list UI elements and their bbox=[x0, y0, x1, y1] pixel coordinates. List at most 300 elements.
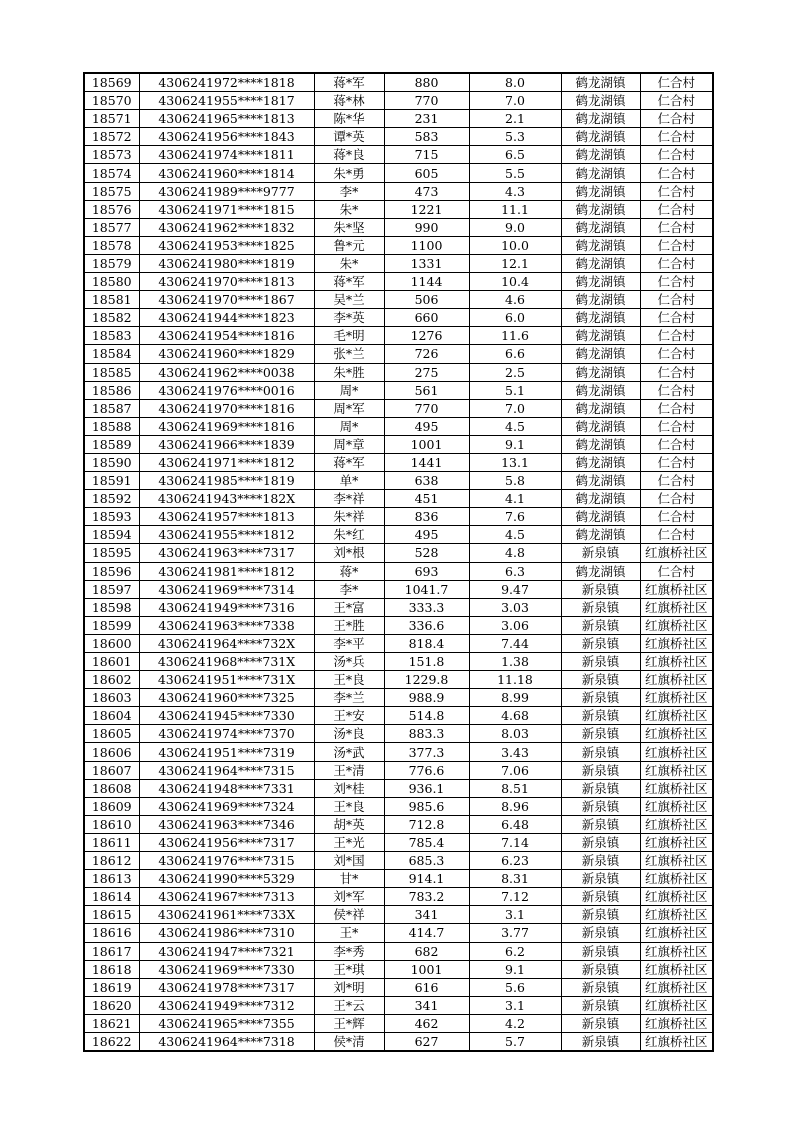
cell-row-number: 18574 bbox=[84, 164, 139, 182]
cell-row-number: 18598 bbox=[84, 598, 139, 616]
table-row bbox=[84, 562, 713, 580]
cell-amount: 333.3 bbox=[384, 598, 469, 616]
cell-id-number: 4306241970****1813 bbox=[139, 273, 314, 291]
cell-amount: 776.6 bbox=[384, 761, 469, 779]
cell-row-number: 18607 bbox=[84, 761, 139, 779]
cell-village: 红旗桥社区 bbox=[640, 797, 713, 815]
table-row bbox=[84, 291, 713, 309]
cell-id-number: 4306241948****7331 bbox=[139, 779, 314, 797]
cell-row-number: 18572 bbox=[84, 128, 139, 146]
cell-id-number: 4306241955****1812 bbox=[139, 526, 314, 544]
cell-name: 周* bbox=[314, 417, 384, 435]
cell-id-number: 4306241964****7318 bbox=[139, 1032, 314, 1051]
cell-name: 王*辉 bbox=[314, 1014, 384, 1032]
table-row bbox=[84, 924, 713, 942]
cell-row-number: 18586 bbox=[84, 381, 139, 399]
cell-amount: 726 bbox=[384, 345, 469, 363]
cell-village: 仁合村 bbox=[640, 381, 713, 399]
cell-id-number: 4306241974****1811 bbox=[139, 146, 314, 164]
cell-amount: 414.7 bbox=[384, 924, 469, 942]
cell-town: 新泉镇 bbox=[561, 743, 640, 761]
cell-area: 6.0 bbox=[469, 309, 561, 327]
cell-row-number: 18620 bbox=[84, 996, 139, 1014]
cell-town: 鹤龙湖镇 bbox=[561, 73, 640, 92]
cell-row-number: 18614 bbox=[84, 888, 139, 906]
cell-town: 新泉镇 bbox=[561, 671, 640, 689]
cell-amount: 528 bbox=[384, 544, 469, 562]
table-row bbox=[84, 508, 713, 526]
cell-village: 仁合村 bbox=[640, 92, 713, 110]
cell-area: 2.5 bbox=[469, 363, 561, 381]
cell-row-number: 18606 bbox=[84, 743, 139, 761]
cell-name: 刘*军 bbox=[314, 888, 384, 906]
cell-town: 鹤龙湖镇 bbox=[561, 508, 640, 526]
table-row bbox=[84, 1014, 713, 1032]
cell-village: 仁合村 bbox=[640, 309, 713, 327]
table-row bbox=[84, 671, 713, 689]
cell-amount: 473 bbox=[384, 182, 469, 200]
cell-area: 8.0 bbox=[469, 73, 561, 92]
cell-area: 5.8 bbox=[469, 472, 561, 490]
cell-village: 红旗桥社区 bbox=[640, 960, 713, 978]
cell-area: 8.96 bbox=[469, 797, 561, 815]
cell-area: 11.6 bbox=[469, 327, 561, 345]
cell-town: 新泉镇 bbox=[561, 996, 640, 1014]
cell-id-number: 4306241947****7321 bbox=[139, 942, 314, 960]
cell-village: 红旗桥社区 bbox=[640, 996, 713, 1014]
cell-area: 8.99 bbox=[469, 689, 561, 707]
cell-name: 朱*祥 bbox=[314, 508, 384, 526]
cell-amount: 495 bbox=[384, 417, 469, 435]
cell-amount: 1276 bbox=[384, 327, 469, 345]
table-row bbox=[84, 526, 713, 544]
cell-area: 9.1 bbox=[469, 435, 561, 453]
cell-row-number: 18617 bbox=[84, 942, 139, 960]
cell-id-number: 4306241967****7313 bbox=[139, 888, 314, 906]
cell-town: 鹤龙湖镇 bbox=[561, 200, 640, 218]
cell-amount: 1001 bbox=[384, 960, 469, 978]
cell-area: 12.1 bbox=[469, 254, 561, 272]
cell-area: 3.03 bbox=[469, 598, 561, 616]
cell-row-number: 18570 bbox=[84, 92, 139, 110]
cell-village: 仁合村 bbox=[640, 73, 713, 92]
cell-town: 新泉镇 bbox=[561, 779, 640, 797]
cell-area: 7.0 bbox=[469, 92, 561, 110]
cell-area: 6.6 bbox=[469, 345, 561, 363]
cell-area: 7.0 bbox=[469, 399, 561, 417]
cell-village: 红旗桥社区 bbox=[640, 815, 713, 833]
cell-town: 鹤龙湖镇 bbox=[561, 381, 640, 399]
cell-town: 鹤龙湖镇 bbox=[561, 309, 640, 327]
cell-amount: 785.4 bbox=[384, 833, 469, 851]
cell-name: 蒋*军 bbox=[314, 453, 384, 471]
cell-amount: 1441 bbox=[384, 453, 469, 471]
cell-amount: 1041.7 bbox=[384, 580, 469, 598]
cell-amount: 506 bbox=[384, 291, 469, 309]
table-row bbox=[84, 490, 713, 508]
cell-amount: 462 bbox=[384, 1014, 469, 1032]
cell-row-number: 18596 bbox=[84, 562, 139, 580]
cell-town: 鹤龙湖镇 bbox=[561, 526, 640, 544]
cell-area: 4.2 bbox=[469, 1014, 561, 1032]
cell-amount: 231 bbox=[384, 110, 469, 128]
cell-name: 汤*兵 bbox=[314, 653, 384, 671]
cell-row-number: 18602 bbox=[84, 671, 139, 689]
cell-amount: 880 bbox=[384, 73, 469, 92]
cell-row-number: 18591 bbox=[84, 472, 139, 490]
cell-area: 6.3 bbox=[469, 562, 561, 580]
table-row bbox=[84, 417, 713, 435]
cell-name: 蒋*良 bbox=[314, 146, 384, 164]
cell-name: 朱*勇 bbox=[314, 164, 384, 182]
cell-amount: 693 bbox=[384, 562, 469, 580]
cell-row-number: 18594 bbox=[84, 526, 139, 544]
cell-row-number: 18600 bbox=[84, 634, 139, 652]
cell-village: 仁合村 bbox=[640, 200, 713, 218]
cell-id-number: 4306241951****731X bbox=[139, 671, 314, 689]
cell-row-number: 18610 bbox=[84, 815, 139, 833]
cell-village: 仁合村 bbox=[640, 472, 713, 490]
cell-village: 仁合村 bbox=[640, 417, 713, 435]
cell-id-number: 4306241985****1819 bbox=[139, 472, 314, 490]
cell-village: 仁合村 bbox=[640, 363, 713, 381]
cell-town: 鹤龙湖镇 bbox=[561, 417, 640, 435]
cell-id-number: 4306241971****1815 bbox=[139, 200, 314, 218]
cell-row-number: 18592 bbox=[84, 490, 139, 508]
table-row bbox=[84, 218, 713, 236]
cell-id-number: 4306241960****1829 bbox=[139, 345, 314, 363]
cell-amount: 783.2 bbox=[384, 888, 469, 906]
cell-area: 8.31 bbox=[469, 870, 561, 888]
cell-row-number: 18597 bbox=[84, 580, 139, 598]
table-row bbox=[84, 942, 713, 960]
table-row bbox=[84, 707, 713, 725]
cell-area: 5.5 bbox=[469, 164, 561, 182]
table-row bbox=[84, 978, 713, 996]
cell-village: 仁合村 bbox=[640, 164, 713, 182]
cell-row-number: 18615 bbox=[84, 906, 139, 924]
cell-town: 新泉镇 bbox=[561, 870, 640, 888]
cell-row-number: 18582 bbox=[84, 309, 139, 327]
cell-town: 鹤龙湖镇 bbox=[561, 472, 640, 490]
cell-village: 红旗桥社区 bbox=[640, 870, 713, 888]
table-row bbox=[84, 761, 713, 779]
cell-village: 仁合村 bbox=[640, 236, 713, 254]
cell-row-number: 18588 bbox=[84, 417, 139, 435]
table-row bbox=[84, 435, 713, 453]
cell-area: 4.5 bbox=[469, 417, 561, 435]
cell-name: 吴*兰 bbox=[314, 291, 384, 309]
table-row bbox=[84, 273, 713, 291]
cell-area: 3.1 bbox=[469, 906, 561, 924]
cell-amount: 985.6 bbox=[384, 797, 469, 815]
cell-row-number: 18589 bbox=[84, 435, 139, 453]
table-row bbox=[84, 906, 713, 924]
cell-row-number: 18618 bbox=[84, 960, 139, 978]
cell-name: 李*祥 bbox=[314, 490, 384, 508]
cell-village: 红旗桥社区 bbox=[640, 598, 713, 616]
cell-id-number: 4306241963****7346 bbox=[139, 815, 314, 833]
cell-name: 周*章 bbox=[314, 435, 384, 453]
cell-amount: 712.8 bbox=[384, 815, 469, 833]
cell-row-number: 18573 bbox=[84, 146, 139, 164]
cell-village: 红旗桥社区 bbox=[640, 634, 713, 652]
cell-id-number: 4306241962****0038 bbox=[139, 363, 314, 381]
cell-row-number: 18611 bbox=[84, 833, 139, 851]
cell-area: 8.51 bbox=[469, 779, 561, 797]
cell-row-number: 18608 bbox=[84, 779, 139, 797]
cell-name: 单* bbox=[314, 472, 384, 490]
cell-town: 鹤龙湖镇 bbox=[561, 327, 640, 345]
cell-area: 6.48 bbox=[469, 815, 561, 833]
cell-name: 侯*清 bbox=[314, 1032, 384, 1051]
cell-row-number: 18590 bbox=[84, 453, 139, 471]
cell-name: 王*富 bbox=[314, 598, 384, 616]
cell-id-number: 4306241971****1812 bbox=[139, 453, 314, 471]
cell-area: 9.47 bbox=[469, 580, 561, 598]
cell-amount: 682 bbox=[384, 942, 469, 960]
table-row bbox=[84, 309, 713, 327]
cell-village: 仁合村 bbox=[640, 435, 713, 453]
cell-town: 新泉镇 bbox=[561, 634, 640, 652]
cell-name: 蒋*林 bbox=[314, 92, 384, 110]
cell-id-number: 4306241990****5329 bbox=[139, 870, 314, 888]
cell-town: 鹤龙湖镇 bbox=[561, 128, 640, 146]
cell-id-number: 4306241970****1816 bbox=[139, 399, 314, 417]
cell-name: 朱*胜 bbox=[314, 363, 384, 381]
cell-name: 王*良 bbox=[314, 671, 384, 689]
cell-area: 3.06 bbox=[469, 616, 561, 634]
cell-village: 红旗桥社区 bbox=[640, 689, 713, 707]
cell-amount: 638 bbox=[384, 472, 469, 490]
table-row bbox=[84, 580, 713, 598]
cell-id-number: 4306241954****1816 bbox=[139, 327, 314, 345]
cell-area: 5.6 bbox=[469, 978, 561, 996]
cell-amount: 914.1 bbox=[384, 870, 469, 888]
cell-area: 4.8 bbox=[469, 544, 561, 562]
cell-name: 周*军 bbox=[314, 399, 384, 417]
cell-row-number: 18580 bbox=[84, 273, 139, 291]
cell-name: 王*胜 bbox=[314, 616, 384, 634]
cell-amount: 990 bbox=[384, 218, 469, 236]
cell-name: 王*安 bbox=[314, 707, 384, 725]
cell-area: 4.68 bbox=[469, 707, 561, 725]
cell-area: 7.44 bbox=[469, 634, 561, 652]
cell-id-number: 4306241962****1832 bbox=[139, 218, 314, 236]
table-row bbox=[84, 327, 713, 345]
cell-town: 鹤龙湖镇 bbox=[561, 453, 640, 471]
table-row bbox=[84, 399, 713, 417]
cell-name: 李* bbox=[314, 580, 384, 598]
cell-name: 胡*英 bbox=[314, 815, 384, 833]
cell-town: 新泉镇 bbox=[561, 725, 640, 743]
cell-name: 毛*明 bbox=[314, 327, 384, 345]
cell-area: 7.12 bbox=[469, 888, 561, 906]
table-row bbox=[84, 164, 713, 182]
cell-village: 红旗桥社区 bbox=[640, 725, 713, 743]
cell-id-number: 4306241969****1816 bbox=[139, 417, 314, 435]
table-row bbox=[84, 852, 713, 870]
cell-town: 新泉镇 bbox=[561, 598, 640, 616]
cell-amount: 1229.8 bbox=[384, 671, 469, 689]
cell-area: 4.6 bbox=[469, 291, 561, 309]
cell-id-number: 4306241965****7355 bbox=[139, 1014, 314, 1032]
cell-id-number: 4306241949****7316 bbox=[139, 598, 314, 616]
cell-amount: 605 bbox=[384, 164, 469, 182]
cell-name: 刘*桂 bbox=[314, 779, 384, 797]
cell-id-number: 4306241961****733X bbox=[139, 906, 314, 924]
cell-village: 仁合村 bbox=[640, 526, 713, 544]
cell-row-number: 18619 bbox=[84, 978, 139, 996]
cell-village: 红旗桥社区 bbox=[640, 580, 713, 598]
table-row bbox=[84, 92, 713, 110]
cell-row-number: 18601 bbox=[84, 653, 139, 671]
table-row bbox=[84, 1032, 713, 1051]
cell-amount: 660 bbox=[384, 309, 469, 327]
cell-area: 13.1 bbox=[469, 453, 561, 471]
cell-town: 新泉镇 bbox=[561, 797, 640, 815]
table-row bbox=[84, 996, 713, 1014]
cell-row-number: 18603 bbox=[84, 689, 139, 707]
cell-amount: 275 bbox=[384, 363, 469, 381]
cell-name: 王*光 bbox=[314, 833, 384, 851]
cell-town: 鹤龙湖镇 bbox=[561, 164, 640, 182]
cell-town: 鹤龙湖镇 bbox=[561, 236, 640, 254]
cell-id-number: 4306241976****0016 bbox=[139, 381, 314, 399]
table-row bbox=[84, 797, 713, 815]
cell-village: 仁合村 bbox=[640, 345, 713, 363]
table-row bbox=[84, 725, 713, 743]
cell-name: 谭*英 bbox=[314, 128, 384, 146]
table-row bbox=[84, 833, 713, 851]
cell-area: 1.38 bbox=[469, 653, 561, 671]
cell-amount: 770 bbox=[384, 399, 469, 417]
table-row bbox=[84, 888, 713, 906]
table-row bbox=[84, 110, 713, 128]
cell-id-number: 4306241949****7312 bbox=[139, 996, 314, 1014]
table-row bbox=[84, 598, 713, 616]
cell-amount: 685.3 bbox=[384, 852, 469, 870]
cell-amount: 561 bbox=[384, 381, 469, 399]
cell-village: 红旗桥社区 bbox=[640, 743, 713, 761]
table-row bbox=[84, 182, 713, 200]
cell-name: 李* bbox=[314, 182, 384, 200]
cell-village: 仁合村 bbox=[640, 508, 713, 526]
cell-area: 7.6 bbox=[469, 508, 561, 526]
cell-amount: 836 bbox=[384, 508, 469, 526]
cell-row-number: 18605 bbox=[84, 725, 139, 743]
cell-id-number: 4306241972****1818 bbox=[139, 73, 314, 92]
cell-amount: 495 bbox=[384, 526, 469, 544]
cell-id-number: 4306241953****1825 bbox=[139, 236, 314, 254]
table-row bbox=[84, 960, 713, 978]
cell-village: 仁合村 bbox=[640, 273, 713, 291]
cell-village: 红旗桥社区 bbox=[640, 833, 713, 851]
cell-name: 朱* bbox=[314, 254, 384, 272]
cell-id-number: 4306241969****7330 bbox=[139, 960, 314, 978]
table-row bbox=[84, 653, 713, 671]
cell-id-number: 4306241951****7319 bbox=[139, 743, 314, 761]
cell-town: 新泉镇 bbox=[561, 544, 640, 562]
cell-row-number: 18593 bbox=[84, 508, 139, 526]
cell-name: 蒋*军 bbox=[314, 273, 384, 291]
cell-area: 5.3 bbox=[469, 128, 561, 146]
cell-town: 新泉镇 bbox=[561, 707, 640, 725]
table-row bbox=[84, 128, 713, 146]
cell-row-number: 18578 bbox=[84, 236, 139, 254]
table-row bbox=[84, 815, 713, 833]
cell-village: 红旗桥社区 bbox=[640, 761, 713, 779]
cell-area: 4.1 bbox=[469, 490, 561, 508]
cell-village: 仁合村 bbox=[640, 218, 713, 236]
cell-town: 鹤龙湖镇 bbox=[561, 92, 640, 110]
cell-name: 蒋* bbox=[314, 562, 384, 580]
cell-id-number: 4306241978****7317 bbox=[139, 978, 314, 996]
cell-row-number: 18612 bbox=[84, 852, 139, 870]
cell-town: 鹤龙湖镇 bbox=[561, 435, 640, 453]
cell-amount: 715 bbox=[384, 146, 469, 164]
cell-id-number: 4306241956****1843 bbox=[139, 128, 314, 146]
cell-town: 鹤龙湖镇 bbox=[561, 182, 640, 200]
cell-name: 刘*国 bbox=[314, 852, 384, 870]
cell-village: 仁合村 bbox=[640, 110, 713, 128]
cell-name: 王* bbox=[314, 924, 384, 942]
cell-id-number: 4306241964****7315 bbox=[139, 761, 314, 779]
cell-town: 鹤龙湖镇 bbox=[561, 273, 640, 291]
cell-village: 红旗桥社区 bbox=[640, 942, 713, 960]
cell-name: 侯*祥 bbox=[314, 906, 384, 924]
table-row bbox=[84, 779, 713, 797]
cell-town: 新泉镇 bbox=[561, 906, 640, 924]
cell-row-number: 18609 bbox=[84, 797, 139, 815]
cell-amount: 770 bbox=[384, 92, 469, 110]
cell-id-number: 4306241956****7317 bbox=[139, 833, 314, 851]
cell-id-number: 4306241974****7370 bbox=[139, 725, 314, 743]
table-row bbox=[84, 544, 713, 562]
table-row bbox=[84, 363, 713, 381]
cell-village: 红旗桥社区 bbox=[640, 978, 713, 996]
cell-id-number: 4306241964****732X bbox=[139, 634, 314, 652]
cell-name: 李*秀 bbox=[314, 942, 384, 960]
cell-name: 刘*根 bbox=[314, 544, 384, 562]
cell-id-number: 4306241945****7330 bbox=[139, 707, 314, 725]
table-body bbox=[84, 73, 713, 1051]
cell-name: 陈*华 bbox=[314, 110, 384, 128]
cell-area: 2.1 bbox=[469, 110, 561, 128]
cell-id-number: 4306241981****1812 bbox=[139, 562, 314, 580]
cell-row-number: 18569 bbox=[84, 73, 139, 92]
cell-id-number: 4306241960****1814 bbox=[139, 164, 314, 182]
cell-area: 4.3 bbox=[469, 182, 561, 200]
cell-amount: 883.3 bbox=[384, 725, 469, 743]
cell-row-number: 18577 bbox=[84, 218, 139, 236]
cell-row-number: 18587 bbox=[84, 399, 139, 417]
cell-village: 仁合村 bbox=[640, 327, 713, 345]
table-row bbox=[84, 870, 713, 888]
cell-name: 朱*红 bbox=[314, 526, 384, 544]
cell-row-number: 18599 bbox=[84, 616, 139, 634]
cell-id-number: 4306241963****7317 bbox=[139, 544, 314, 562]
cell-village: 红旗桥社区 bbox=[640, 852, 713, 870]
cell-town: 新泉镇 bbox=[561, 653, 640, 671]
cell-area: 7.14 bbox=[469, 833, 561, 851]
cell-amount: 1100 bbox=[384, 236, 469, 254]
cell-name: 朱* bbox=[314, 200, 384, 218]
cell-town: 新泉镇 bbox=[561, 852, 640, 870]
cell-area: 5.7 bbox=[469, 1032, 561, 1051]
cell-village: 仁合村 bbox=[640, 146, 713, 164]
cell-row-number: 18576 bbox=[84, 200, 139, 218]
